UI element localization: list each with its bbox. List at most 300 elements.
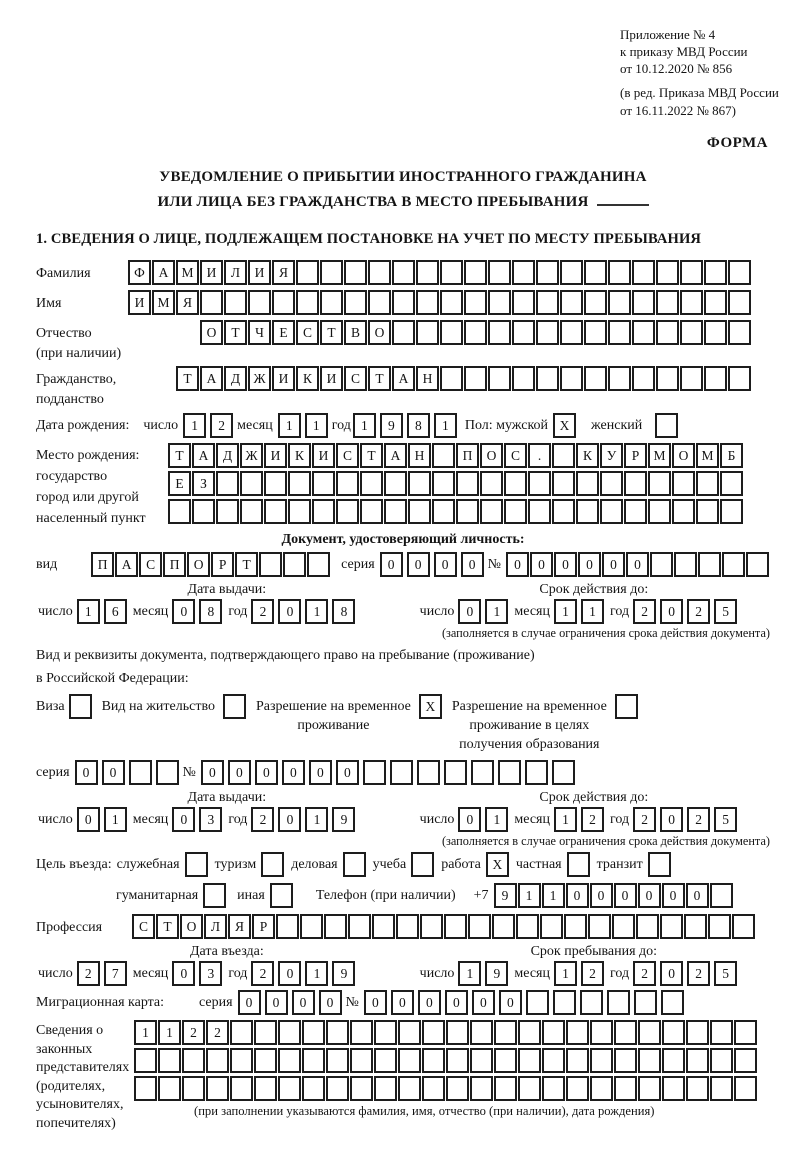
char-box (614, 1020, 637, 1045)
char-box: 1 (458, 961, 481, 986)
birth-place-label (36, 443, 168, 529)
patronymic-label-line: (при наличии) (36, 346, 122, 362)
day-label: число (38, 603, 73, 619)
field-visit-purpose-2 (36, 883, 770, 908)
char-box: 1 (554, 599, 577, 624)
phone-boxes (494, 883, 734, 908)
char-box (536, 366, 559, 391)
char-box (374, 1020, 397, 1045)
char-box (444, 914, 467, 939)
char-box (686, 1020, 709, 1045)
char-box (728, 366, 751, 391)
char-box: 0 (662, 883, 685, 908)
char-box (440, 320, 463, 345)
char-box (560, 290, 583, 315)
char-box (417, 760, 440, 785)
char-box: 0 (578, 552, 601, 577)
birth-date-label: Дата рождения: (36, 417, 130, 433)
char-box (680, 260, 703, 285)
migration-number-boxes (364, 990, 688, 1015)
char-box: Т (368, 366, 391, 391)
char-box: 0 (458, 807, 481, 832)
char-box (300, 914, 323, 939)
char-box: 0 (686, 883, 709, 908)
option-temp-residence-education-checkbox (615, 694, 638, 719)
option-visa (36, 694, 102, 719)
citizenship-label (36, 366, 176, 410)
char-box: 0 (554, 552, 577, 577)
field-migration-card (36, 990, 770, 1015)
field-birth-date (36, 413, 770, 438)
char-box (624, 499, 647, 524)
char-box: С (336, 443, 359, 468)
char-box (580, 990, 603, 1015)
char-box: К (288, 443, 311, 468)
char-box (650, 552, 673, 577)
appendix-reference (620, 26, 800, 119)
char-box: Т (168, 443, 191, 468)
char-box (584, 260, 607, 285)
profession-boxes (132, 914, 756, 939)
char-box (600, 471, 623, 496)
char-box: 0 (278, 961, 301, 986)
option-label-line: проживание в целях (469, 718, 590, 734)
entry-month-boxes (172, 961, 226, 986)
char-box (566, 1048, 589, 1073)
char-box: 1 (353, 413, 376, 438)
entry-day-boxes (77, 961, 131, 986)
char-box: 0 (278, 599, 301, 624)
birth-place-row3 (168, 499, 744, 524)
char-box: 0 (278, 807, 301, 832)
char-box: 9 (485, 961, 508, 986)
stay-day-boxes (458, 961, 512, 986)
char-box (446, 1020, 469, 1045)
char-box: 1 (104, 807, 127, 832)
char-box (607, 990, 630, 1015)
field-surname (36, 260, 770, 285)
char-box (525, 760, 548, 785)
char-box (608, 260, 631, 285)
char-box (732, 914, 755, 939)
char-box (158, 1076, 181, 1101)
char-box (206, 1076, 229, 1101)
char-box: 0 (418, 990, 441, 1015)
char-box (336, 499, 359, 524)
char-box (494, 1020, 517, 1045)
field-profession (36, 914, 770, 939)
form-body (36, 260, 770, 1133)
char-box: О (180, 914, 203, 939)
char-box (518, 1020, 541, 1045)
char-box (396, 914, 419, 939)
char-box (254, 1076, 277, 1101)
appendix-line: от 16.11.2022 № 867) (620, 102, 737, 118)
char-box (408, 471, 431, 496)
char-box: А (392, 366, 415, 391)
option-temp-residence-education (452, 694, 648, 754)
char-box (552, 760, 575, 785)
residence-expiry-month-boxes (554, 807, 608, 832)
char-box: 2 (581, 961, 604, 986)
residence-expiry-date (418, 790, 770, 832)
char-box (722, 552, 745, 577)
issue-year-boxes (251, 599, 359, 624)
identity-doc-dates (36, 582, 770, 624)
char-box (326, 1048, 349, 1073)
char-box (302, 1076, 325, 1101)
identity-doc-issue-date (36, 582, 418, 624)
char-box (608, 366, 631, 391)
char-box: 1 (278, 413, 301, 438)
issue-day-boxes (77, 599, 131, 624)
char-box (512, 290, 535, 315)
char-box (288, 471, 311, 496)
char-box (372, 914, 395, 939)
char-box (392, 320, 415, 345)
option-label-line: проживание (297, 718, 370, 734)
char-box: Я (176, 290, 199, 315)
char-box (590, 1076, 613, 1101)
char-box (216, 471, 239, 496)
title-blank-underline (597, 189, 649, 206)
entry-year-boxes (251, 961, 359, 986)
char-box: 8 (332, 599, 355, 624)
expiry-month-boxes (554, 599, 608, 624)
char-box (710, 1048, 733, 1073)
birth-month-boxes (278, 413, 332, 438)
day-label: число (143, 417, 179, 433)
char-box (708, 914, 731, 939)
legal-representatives-label (36, 1020, 134, 1133)
char-box: О (187, 552, 210, 577)
day-label: число (38, 965, 73, 981)
char-box: С (504, 443, 527, 468)
char-box (674, 552, 697, 577)
char-box: 2 (210, 413, 233, 438)
field-residence-doc-series (36, 760, 770, 785)
char-box (553, 990, 576, 1015)
char-box (480, 499, 503, 524)
char-box (662, 1020, 685, 1045)
char-box (638, 1020, 661, 1045)
char-box (206, 1048, 229, 1073)
char-box: 2 (581, 807, 604, 832)
char-box (350, 1076, 373, 1101)
char-box (307, 552, 330, 577)
char-box (720, 499, 743, 524)
char-box (704, 320, 727, 345)
char-box (528, 471, 551, 496)
char-box (348, 914, 371, 939)
char-box (488, 260, 511, 285)
identity-doc-series-label: серия (341, 556, 375, 572)
identity-doc-expiry-date (418, 582, 770, 624)
legal-label-line: представителях (36, 1060, 130, 1076)
form-title (36, 166, 770, 215)
char-box (416, 290, 439, 315)
birth-place-label-line: государство (36, 469, 108, 485)
char-box (240, 499, 263, 524)
char-box: 1 (183, 413, 206, 438)
char-box: 3 (199, 961, 222, 986)
char-box (432, 443, 455, 468)
phone-label: Телефон (при наличии) (315, 887, 456, 903)
char-box (656, 320, 679, 345)
purpose-transit-label: транзит (596, 856, 643, 872)
birth-place-label-line: населенный пункт (36, 511, 146, 527)
char-box: С (132, 914, 155, 939)
char-box: И (128, 290, 151, 315)
char-box: О (200, 320, 223, 345)
char-box (704, 366, 727, 391)
char-box (494, 1048, 517, 1073)
profession-label: Профессия (36, 920, 103, 936)
legal-label-line: попечителях) (36, 1115, 116, 1131)
char-box (230, 1048, 253, 1073)
char-box (344, 290, 367, 315)
char-box (374, 1048, 397, 1073)
char-box (590, 1048, 613, 1073)
legal-label-line: (родителях, (36, 1078, 106, 1094)
char-box (648, 499, 671, 524)
residence-expiry-day-boxes (458, 807, 512, 832)
char-box (660, 914, 683, 939)
birth-year-boxes (353, 413, 461, 438)
validity-note: (заполняется в случае ограничения срока действия документа) (441, 834, 770, 849)
char-box (672, 471, 695, 496)
char-box: 9 (332, 807, 355, 832)
char-box (350, 1020, 373, 1045)
char-box (686, 1048, 709, 1073)
char-box (374, 1076, 397, 1101)
char-box: 2 (206, 1020, 229, 1045)
char-box (632, 366, 655, 391)
char-box (734, 1076, 757, 1101)
char-box: 2 (633, 961, 656, 986)
char-box: А (192, 443, 215, 468)
char-box: Ф (128, 260, 151, 285)
appendix-line: от 10.12.2020 № 856 (620, 61, 733, 77)
char-box (734, 1048, 757, 1073)
char-box: И (248, 260, 271, 285)
char-box (254, 1048, 277, 1073)
char-box (498, 760, 521, 785)
char-box: 0 (499, 990, 522, 1015)
option-label-line: Разрешение на временное (255, 699, 411, 715)
char-box (464, 290, 487, 315)
residence-issue-month-boxes (172, 807, 226, 832)
char-box: 1 (542, 883, 565, 908)
char-box (224, 290, 247, 315)
year-label: год (228, 965, 248, 981)
char-box (446, 1076, 469, 1101)
char-box (312, 499, 335, 524)
char-box (662, 1076, 685, 1101)
char-box (704, 260, 727, 285)
char-box: 0 (172, 961, 195, 986)
char-box: 0 (172, 599, 195, 624)
issue-date-title: Дата выдачи: (187, 790, 267, 806)
char-box: 1 (305, 413, 328, 438)
char-box (552, 443, 575, 468)
char-box (698, 552, 721, 577)
char-box (324, 914, 347, 939)
legal-row3 (134, 1076, 758, 1101)
char-box (276, 914, 299, 939)
char-box (656, 366, 679, 391)
char-box (584, 320, 607, 345)
char-box (470, 1020, 493, 1045)
legal-row1 (134, 1020, 758, 1045)
identity-doc-heading: Документ, удостоверяющий личность: (281, 532, 525, 548)
char-box (392, 290, 415, 315)
option-visa-label: Виза (36, 699, 65, 715)
char-box: И (264, 443, 287, 468)
issue-month-boxes (172, 599, 226, 624)
entry-date-title: Дата въезда: (189, 944, 264, 960)
char-box: 0 (660, 599, 683, 624)
stay-until-title: Срок пребывания до: (530, 944, 658, 960)
char-box: 0 (265, 990, 288, 1015)
residence-options-row (36, 694, 770, 754)
char-box: Д (216, 443, 239, 468)
char-box (720, 471, 743, 496)
char-box: О (480, 443, 503, 468)
char-box: Л (224, 260, 247, 285)
char-box (408, 499, 431, 524)
given-name-boxes (128, 290, 752, 315)
residence-issue-year-boxes (251, 807, 359, 832)
char-box: 0 (102, 760, 125, 785)
char-box (542, 1020, 565, 1045)
stay-dates (36, 944, 770, 986)
char-box (588, 914, 611, 939)
birth-place-label-line: Место рождения: (36, 448, 140, 464)
char-box (264, 499, 287, 524)
char-box (320, 290, 343, 315)
char-box (710, 1020, 733, 1045)
citizenship-label-line: подданство (36, 392, 104, 408)
char-box (494, 1076, 517, 1101)
identity-doc-type-boxes (91, 552, 331, 577)
char-box: 0 (380, 552, 403, 577)
form-title-line1: УВЕДОМЛЕНИЕ О ПРИБЫТИИ ИНОСТРАННОГО ГРАЖДАНИНА (159, 168, 647, 185)
char-box: 0 (228, 760, 251, 785)
migration-card-label: Миграционная карта: (36, 994, 165, 1010)
char-box (704, 290, 727, 315)
char-box (672, 499, 695, 524)
purpose-business-checkbox (343, 852, 366, 877)
char-box (518, 1076, 541, 1101)
char-box: П (456, 443, 479, 468)
char-box: С (139, 552, 162, 577)
char-box: Я (272, 260, 295, 285)
char-box (283, 552, 306, 577)
option-label-line: получения образования (459, 737, 600, 753)
char-box: Ч (248, 320, 271, 345)
year-label: год (609, 603, 630, 619)
char-box (422, 1020, 445, 1045)
form-title-line2: ИЛИ ЛИЦА БЕЗ ГРАЖДАНСТВА В МЕСТО ПРЕБЫВАНИЯ (36, 189, 770, 214)
residence-expiry-year-boxes (633, 807, 741, 832)
char-box (230, 1020, 253, 1045)
char-box: Р (211, 552, 234, 577)
option-label-line: Разрешение на временное (451, 699, 607, 715)
purpose-transit-checkbox (648, 852, 671, 877)
char-box: 0 (77, 807, 100, 832)
char-box (432, 471, 455, 496)
stay-month-boxes (554, 961, 608, 986)
appendix-line: к приказу МВД России (620, 44, 748, 60)
legal-label-line: усыновителях, (36, 1097, 124, 1113)
char-box (264, 471, 287, 496)
purpose-official-label: служебная (116, 856, 180, 872)
purpose-other-label: иная (237, 887, 265, 903)
char-box (504, 471, 527, 496)
char-box: 1 (434, 413, 457, 438)
char-box: 0 (255, 760, 278, 785)
patronymic-boxes (200, 320, 752, 345)
field-given-name (36, 290, 770, 315)
sex-female-checkbox (655, 413, 678, 438)
char-box (710, 1076, 733, 1101)
char-box: 2 (687, 961, 710, 986)
char-box: 0 (530, 552, 553, 577)
char-box: 9 (494, 883, 517, 908)
char-box (576, 499, 599, 524)
char-box: 9 (332, 961, 355, 986)
char-box: А (384, 443, 407, 468)
char-box (680, 320, 703, 345)
char-box: К (296, 366, 319, 391)
char-box: Т (235, 552, 258, 577)
char-box: Б (720, 443, 743, 468)
char-box (632, 290, 655, 315)
month-label: месяц (514, 603, 550, 619)
char-box (492, 914, 515, 939)
char-box: 2 (251, 599, 274, 624)
purpose-humanitarian-label: гуманитарная (116, 887, 199, 903)
char-box (710, 883, 733, 908)
char-box: 0 (238, 990, 261, 1015)
char-box (566, 1076, 589, 1101)
char-box: 1 (485, 599, 508, 624)
char-box: 9 (380, 413, 403, 438)
char-box: С (296, 320, 319, 345)
legal-label-line: Сведения о (36, 1023, 104, 1039)
char-box (526, 990, 549, 1015)
char-box (320, 260, 343, 285)
sex-female-label: женский (591, 417, 643, 433)
char-box: Ж (248, 366, 271, 391)
char-box (608, 320, 631, 345)
char-box (456, 499, 479, 524)
char-box: Т (360, 443, 383, 468)
char-box: С (344, 366, 367, 391)
purpose-private-label: частная (515, 856, 562, 872)
char-box (488, 366, 511, 391)
char-box (182, 1048, 205, 1073)
residence-issue-day-boxes (77, 807, 131, 832)
char-box: Н (416, 366, 439, 391)
char-box: 1 (77, 599, 100, 624)
char-box: . (528, 443, 551, 468)
char-box (326, 1020, 349, 1045)
char-box (684, 914, 707, 939)
citizenship-boxes (176, 366, 752, 391)
char-box (488, 290, 511, 315)
